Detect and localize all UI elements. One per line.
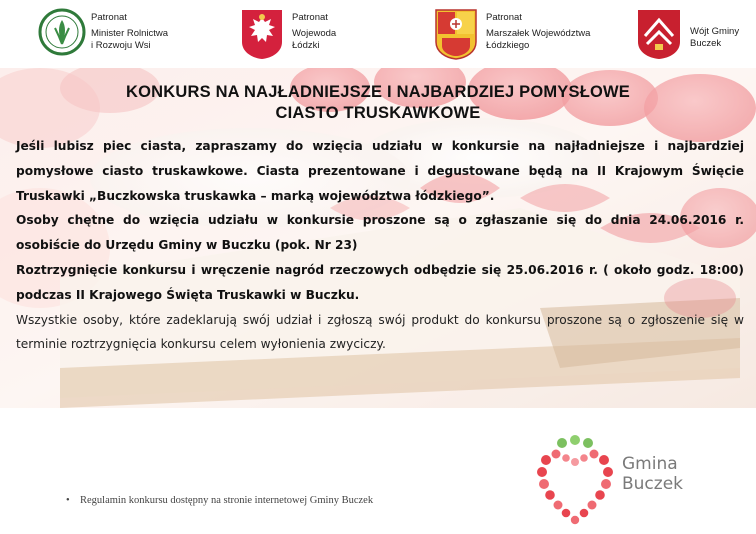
contest-description: [16, 134, 744, 357]
patron-voivode: [240, 8, 390, 60]
lodz-voivodeship-coat-of-arms-icon: [434, 8, 478, 60]
patron-name: Wojewoda: [292, 28, 337, 39]
patron-marshal: [434, 8, 624, 60]
paragraph-registration: Osoby chętne do wzięcia udziału w konkursie proszone są o zgłaszanie się do dnia 24.06.2016 r. osobiście do Urzędu Gminy w Buczku (pok. Nr 23): [16, 213, 744, 253]
polish-eagle-icon: [240, 8, 284, 60]
title-line: KONKURS NA NAJŁADNIEJSZE I NAJBARDZIEJ POMYSŁOWE: [125, 83, 631, 101]
patron-header: [0, 0, 756, 68]
gmina-logo-line: Gmina: [622, 454, 678, 474]
paragraph-invitation: Jeśli lubisz piec ciasta, zapraszamy do wzięcia udziału w konkursie na najładniejsze i najbardziej pomysłowe ciasto truskawkowe. Ciasta prezentowane i degustowane będą na II Krajowym Święcie Truskawki „Buczkowska truskawka – marką województwa łódzkiego”.: [16, 139, 744, 203]
rules-note-text: Regulamin konkursu dostępny na stronie internetowej Gminy Buczek: [80, 495, 374, 506]
buczek-coat-of-arms-icon: [636, 8, 682, 60]
patron-label: Patronat: [292, 12, 328, 23]
patron-name: Łódzkiego: [486, 40, 530, 51]
patron-mayor: [636, 8, 752, 60]
patron-name: Minister Rolnictwa: [91, 28, 169, 39]
patron-name: i Rozwoju Wsi: [91, 40, 151, 51]
bullet-icon: •: [66, 495, 70, 506]
ministry-seal-icon: [38, 8, 86, 56]
patron-name: Łódzki: [292, 40, 320, 51]
patron-name: Wójt Gminy: [690, 26, 740, 37]
paragraph-results: Roztrzygnięcie konkursu i wręczenie nagród rzeczowych odbędzie się 25.06.2016 r. ( około godz. 18:00) podczas II Krajowego Święta Truskawki w Buczku.: [16, 262, 744, 302]
rules-note: [66, 495, 373, 506]
gmina-logo-line: Buczek: [622, 474, 684, 494]
patron-ministry: [38, 8, 228, 60]
patron-name: Marszałek Województwa: [486, 28, 591, 39]
patron-label: Patronat: [486, 12, 522, 23]
patron-label: Patronat: [91, 12, 127, 23]
contest-title: [20, 82, 736, 124]
paragraph-attendance: Wszystkie osoby, które zadeklarują swój udział i zgłoszą swój produkt do konkursu proszone są o zgłoszenie się w terminie roztrzygnięcia konkursu celem wyłonienia zwyciczy.: [16, 312, 744, 352]
gmina-logo-text: [622, 454, 683, 494]
patron-name: Buczek: [690, 38, 722, 49]
title-line: CIASTO TRUSKAWKOWE: [275, 104, 481, 122]
